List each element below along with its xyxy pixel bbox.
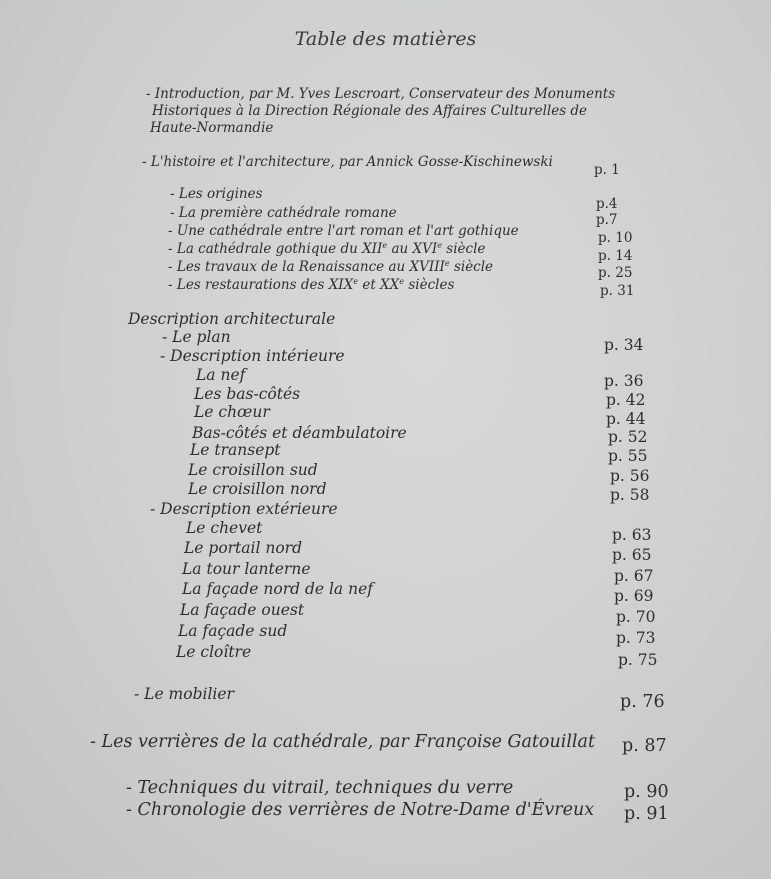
toc-entry-chronologie: - Chronologie des verrières de Notre-Dame d'Évreux [126, 800, 595, 820]
toc-entry-plan: - Le plan [162, 328, 231, 346]
toc-entry-interieure: - Description intérieure [160, 347, 345, 365]
toc-page-mobilier: p. 76 [620, 692, 665, 712]
toc-page-croisillon-nord: p. 58 [610, 486, 650, 504]
intro-line-2: Historiques à la Direction Régionale des Affaires Culturelles de [152, 103, 588, 119]
toc-page-facade-nord: p. 69 [614, 587, 654, 605]
toc-page-deambulatoire: p. 52 [608, 428, 648, 446]
toc-entry-chevet: Le chevet [186, 519, 263, 537]
toc-entry-techniques-vitrail: - Techniques du vitrail, techniques du verre [126, 778, 514, 798]
toc-entry-origines: - Les origines [170, 186, 263, 202]
toc-page-facade-sud: p. 73 [616, 629, 656, 647]
toc-entry-bas-cotes: Les bas-côtés [194, 385, 301, 403]
toc-entry-renaissance: - Les travaux de la Renaissance au XVIIIe siècle [168, 258, 494, 275]
toc-page-nef: p. 36 [604, 372, 644, 390]
toc-entry-roman-gothique: - Une cathédrale entre l'art roman et l'art gothique [168, 223, 519, 239]
toc-entry-nef: La nef [196, 366, 246, 384]
toc-entry-portail-nord: Le portail nord [184, 539, 303, 557]
toc-entry-transept: Le transept [190, 441, 281, 459]
toc-page-chronologie: p. 91 [624, 804, 669, 824]
toc-page-techniques-vitrail: p. 90 [624, 782, 669, 802]
toc-page-chevet: p. 63 [612, 526, 652, 544]
toc-entry-restaurations: - Les restaurations des XIXe et XXe siècles [168, 276, 455, 293]
toc-page-premiere-cathedrale: p.7 [596, 212, 618, 228]
toc-entry-tour-lanterne: La tour lanterne [182, 560, 311, 578]
toc-entry-mobilier: - Le mobilier [134, 685, 234, 703]
toc-page-roman-gothique: p. 10 [598, 230, 633, 246]
toc-entry-exterieure: - Description extérieure [150, 500, 338, 518]
section-heading-description: Description architecturale [128, 310, 336, 328]
toc-entry-croisillon-nord: Le croisillon nord [188, 480, 327, 498]
toc-page-verrieres: p. 87 [622, 736, 667, 756]
toc-page-cloitre: p. 75 [618, 651, 658, 669]
toc-entry-histoire: - L'histoire et l'architecture, par Annick Gosse-Kischinewski [142, 154, 553, 170]
intro-line-1: - Introduction, par M. Yves Lescroart, Conservateur des Monuments [146, 86, 616, 102]
toc-entry-facade-ouest: La façade ouest [180, 601, 305, 619]
toc-entry-verrieres: - Les verrières de la cathédrale, par Françoise Gatouillat [90, 732, 595, 752]
toc-page-bas-cotes: p. 42 [606, 391, 646, 409]
toc-page-cathedrale-gothique: p. 14 [598, 248, 633, 264]
toc-page-croisillon-sud: p. 56 [610, 467, 650, 485]
toc-entry-facade-sud: La façade sud [178, 622, 288, 640]
toc-page-origines: p.4 [596, 196, 618, 212]
toc-page-renaissance: p. 25 [598, 265, 633, 281]
toc-entry-cloitre: Le cloître [176, 643, 252, 661]
toc-page-restaurations: p. 31 [600, 283, 635, 299]
toc-page-facade-ouest: p. 70 [616, 608, 656, 626]
toc-page-plan: p. 34 [604, 336, 644, 354]
toc-entry-choeur: Le chœur [194, 403, 270, 421]
toc-page-transept: p. 55 [608, 447, 648, 465]
toc-entry-premiere-cathedrale: - La première cathédrale romane [170, 205, 397, 221]
toc-page-portail-nord: p. 65 [612, 546, 652, 564]
toc-entry-deambulatoire: Bas-côtés et déambulatoire [192, 424, 407, 442]
toc-page-tour-lanterne: p. 67 [614, 567, 654, 585]
intro-line-3: Haute-Normandie [150, 120, 274, 136]
toc-entry-croisillon-sud: Le croisillon sud [188, 461, 318, 479]
toc-entry-facade-nord: La façade nord de la nef [182, 580, 373, 598]
toc-entry-cathedrale-gothique: - La cathédrale gothique du XIIe au XVIe siècle [168, 240, 486, 257]
toc-page-histoire: p. 1 [594, 162, 620, 178]
page-title: Table des matières [294, 28, 477, 50]
toc-page-choeur: p. 44 [606, 410, 646, 428]
